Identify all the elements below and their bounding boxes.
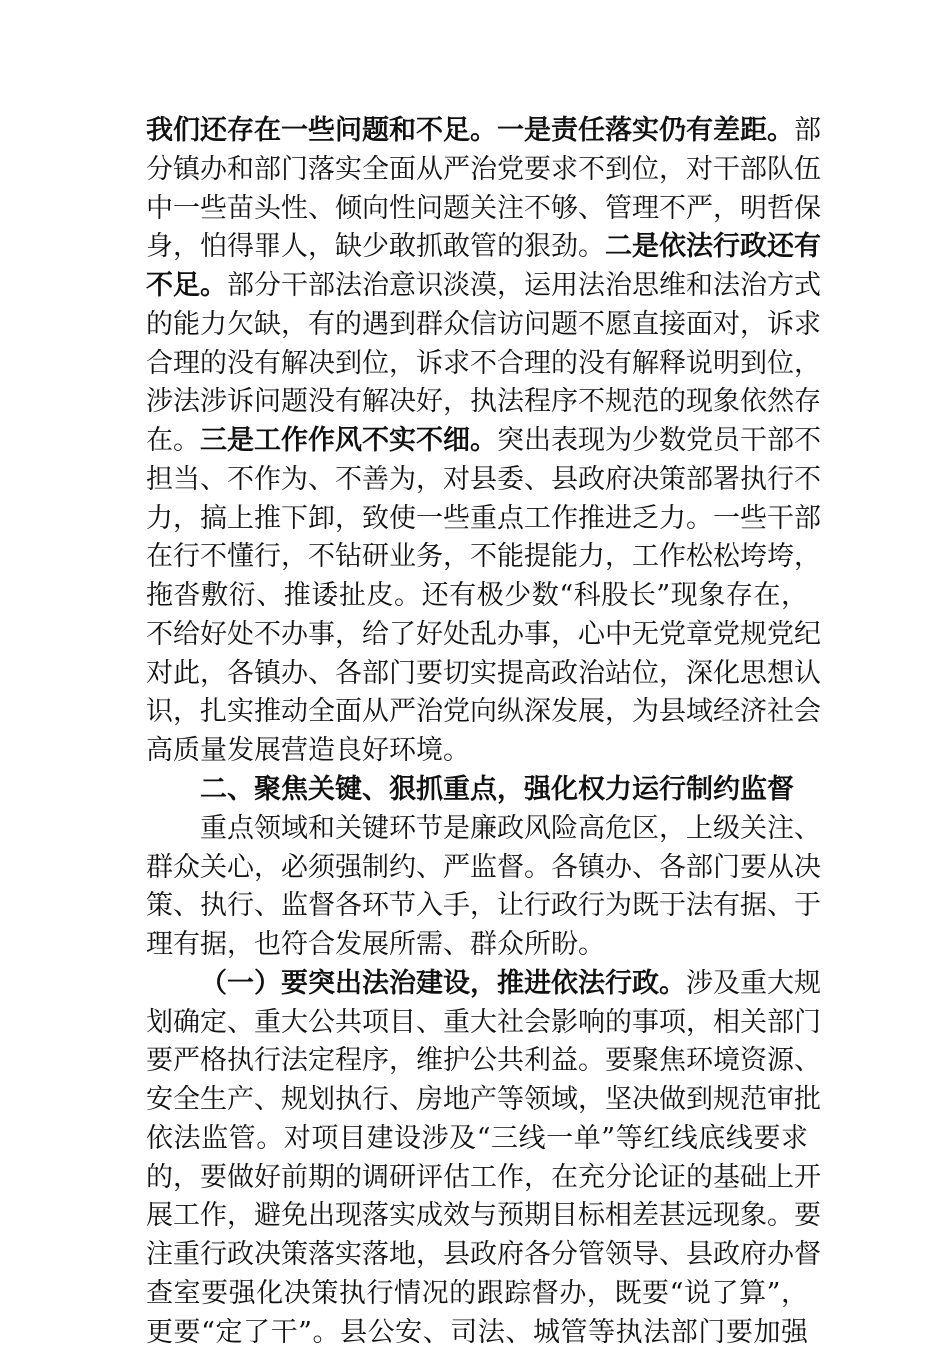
bold-text-run: 三是工作作风不实不细。 (200, 425, 497, 457)
text-line (146, 1236, 821, 1275)
text-run: 群众关心，必须强制约、严监督。各镇办、各部门要从决 (146, 851, 821, 883)
text-run: 更要“定了干”。县公安、司法、城管等执法部门要加强 (146, 1316, 808, 1348)
text-line (146, 1197, 821, 1236)
text-run: 分镇办和部门落实全面从严治党要求不到位，对干部队伍 (146, 153, 821, 185)
text-run: 身，怕得罪人，缺少敢抓敢管的狠劲。 (146, 231, 605, 263)
text-line (146, 810, 821, 849)
text-run: 拖沓敷衍、推诿扯皮。还有极少数“科股长”现象存在， (146, 580, 808, 612)
bold-text-run: 二、聚焦关键、狠抓重点，强化权力运行制约监督 (200, 774, 794, 806)
text-run: 不给好处不办事，给了好处乱办事，心中无党章党规党纪 (146, 618, 821, 650)
text-run: 涉及重大规 (686, 967, 821, 999)
bold-text-run: 一是责任落实仍有差距。 (497, 115, 794, 146)
text-line (146, 500, 821, 539)
text-line (146, 655, 821, 694)
text-run: 安全生产、规划执行、房地产等领域，坚决做到规范审批 (146, 1084, 821, 1116)
text-line (146, 1275, 808, 1314)
section-heading (146, 771, 808, 810)
text-line (146, 422, 821, 461)
text-line (146, 345, 821, 384)
text-line (146, 112, 821, 151)
text-line (146, 1004, 821, 1043)
text-run: 对此，各镇办、各部门要切实提高政治站位，深化思想认 (146, 657, 821, 689)
text-line (146, 965, 821, 1004)
text-line (146, 887, 821, 926)
text-run: 展工作，避免出现落实成效与预期目标相差甚远现象。要 (146, 1200, 821, 1232)
text-line (146, 926, 808, 965)
text-line (146, 849, 821, 888)
text-run: 担当、不作为、不善为，对县委、县政府决策部署执行不 (146, 463, 821, 495)
text-run: 查室要强化决策执行情况的跟踪督办，既要“说了算”， (146, 1277, 808, 1309)
text-line (146, 1042, 821, 1081)
text-run: 依法监管。对项目建设涉及“三线一单”等红线底线要求 (146, 1122, 808, 1154)
text-line (146, 383, 821, 422)
text-run: 部 (794, 115, 821, 146)
text-run: 要严格执行法定程序，维护公共利益。要聚焦环境资源、 (146, 1045, 821, 1077)
text-run: 力，搞上推下卸，致使一些重点工作推进乏力。一些干部 (146, 502, 821, 534)
text-run: 高质量发展营造良好环境。 (146, 735, 470, 767)
text-run: 注重行政决策落实落地，县政府各分管领导、县政府办督 (146, 1239, 821, 1271)
text-run: 的能力欠缺，有的遇到群众信访问题不愿直接面对，诉求 (146, 308, 821, 340)
document-body (146, 112, 821, 1353)
text-line (146, 1314, 808, 1353)
text-run: 合理的没有解决到位，诉求不合理的没有解释说明到位， (146, 347, 821, 379)
text-line (146, 1159, 821, 1198)
text-line (146, 1120, 808, 1159)
text-line (146, 190, 821, 229)
bold-text-run: 我们还存在一些问题和不足。 (146, 115, 497, 146)
text-line (146, 577, 808, 616)
text-run: 理有据，也符合发展所需、群众所盼。 (146, 929, 605, 961)
text-run: 部分干部法治意识淡漠，运用法治思维和法治方式 (227, 270, 821, 302)
text-run: 识，扎实推动全面从严治党向纵深发展，为县域经济社会 (146, 696, 821, 728)
text-run: 在。 (146, 425, 200, 457)
text-line (146, 616, 821, 655)
text-line (146, 151, 821, 190)
bold-text-run: 不足。 (146, 270, 227, 302)
text-run: 在行不懂行，不钻研业务，不能提能力，工作松松垮垮， (146, 541, 821, 573)
text-run: 中一些苗头性、倾向性问题关注不够、管理不严，明哲保 (146, 192, 821, 224)
text-line (146, 306, 821, 345)
text-run: 策、执行、监督各环节入手，让行政行为既于法有据、于 (146, 890, 821, 922)
bold-text-run: 二是依法行政还有 (605, 231, 821, 263)
text-run: 的，要做好前期的调研评估工作，在充分论证的基础上开 (146, 1161, 821, 1193)
text-run: 划确定、重大公共项目、重大社会影响的事项，相关部门 (146, 1006, 821, 1038)
text-line (146, 693, 821, 732)
text-line (146, 228, 821, 267)
text-run: 突出表现为少数党员干部不 (497, 425, 821, 457)
text-run: 重点领域和关键环节是廉政风险高危区，上级关注、 (200, 812, 821, 844)
bold-text-run: （一）要突出法治建设，推进依法行政。 (200, 967, 686, 999)
text-line (146, 732, 808, 771)
text-run: 涉法涉诉问题没有解决好，执法程序不规范的现象依然存 (146, 386, 821, 418)
text-line (146, 461, 821, 500)
text-line (146, 267, 821, 306)
text-line (146, 538, 821, 577)
text-line (146, 1081, 821, 1120)
